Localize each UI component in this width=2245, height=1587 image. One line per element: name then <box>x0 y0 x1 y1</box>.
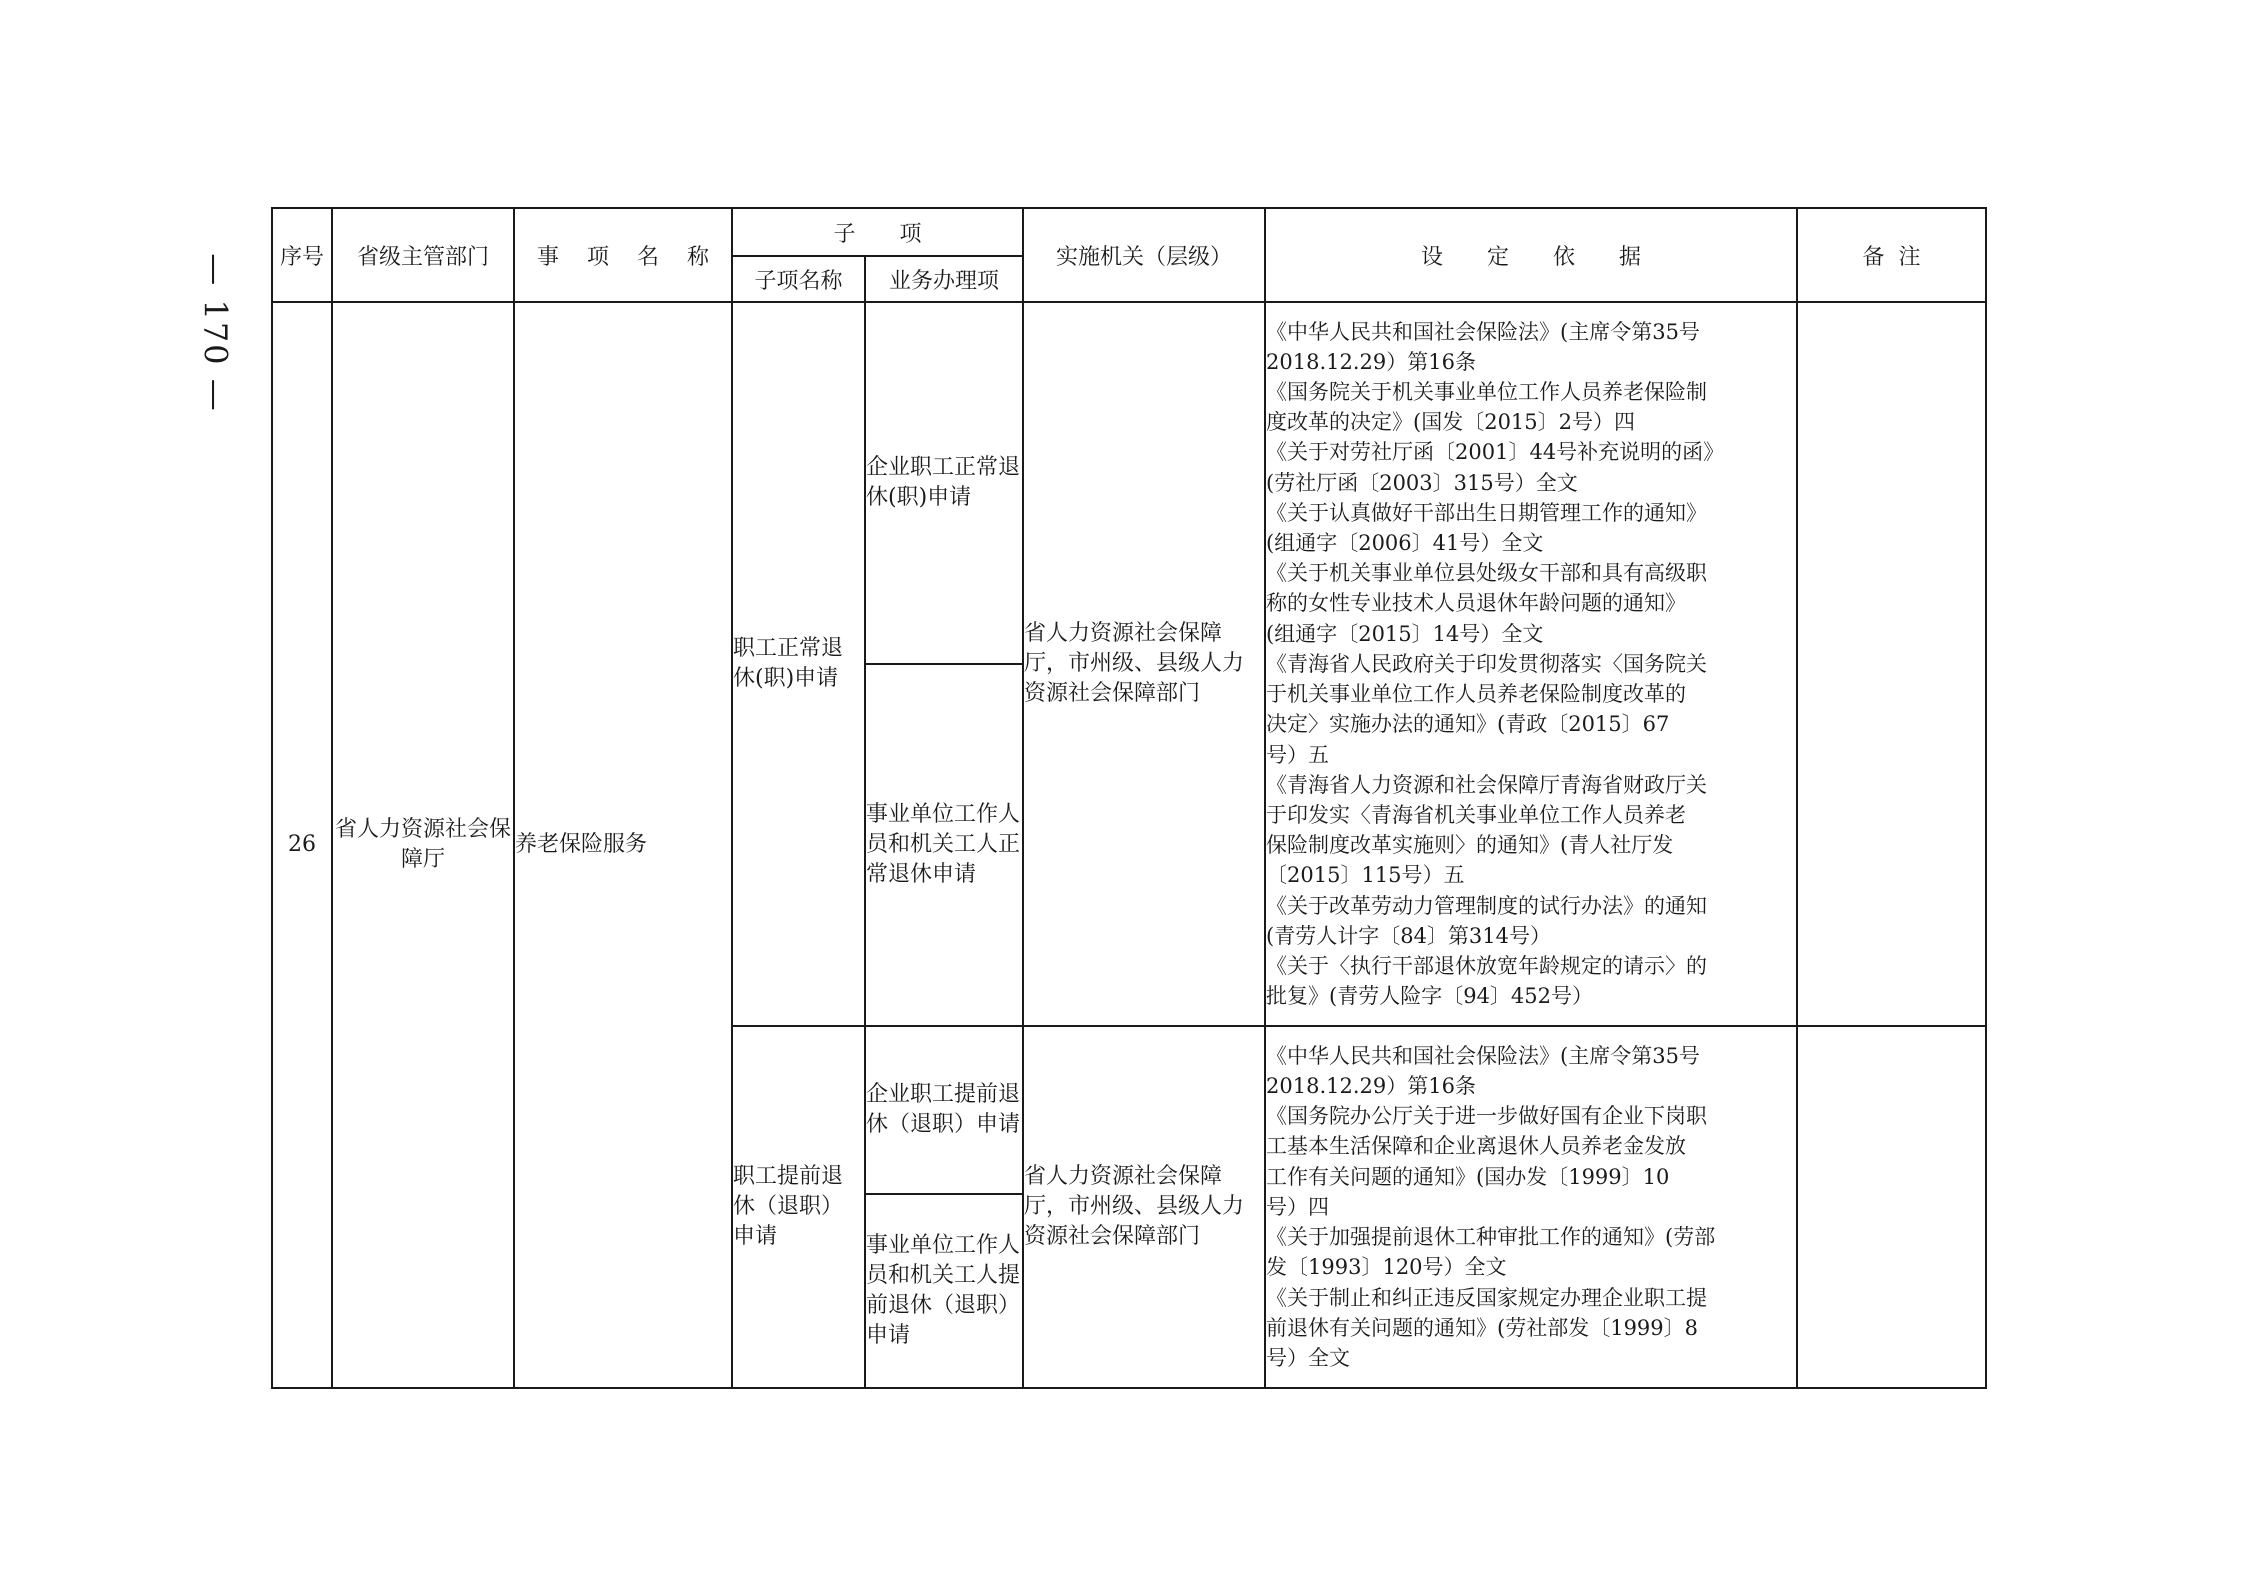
basis-1 <box>1265 302 1797 1026</box>
basis-line: 《关于〈执行干部退休放宽年龄规定的请示〉的 <box>1266 953 1708 978</box>
row-seq: 26 <box>272 302 332 1388</box>
header-row-1 <box>272 208 1986 256</box>
row-item-name: 养老保险服务 <box>514 302 732 1388</box>
basis-line: (组通字〔2006〕41号）全文 <box>1266 531 1544 556</box>
header-remarks <box>1797 208 1986 302</box>
basis-line: 《青海省人民政府关于印发贯彻落实〈国务院关 <box>1266 651 1708 676</box>
basis-line: 〔2015〕115号）五 <box>1266 863 1465 888</box>
basis-line: 发〔1993〕120号）全文 <box>1266 1255 1507 1280</box>
basis-line: 《中华人民共和国社会保险法》(主席令第35号 <box>1266 1043 1700 1068</box>
basis-line: 《关于加强提前退休工种审批工作的通知》(劳部 <box>1266 1225 1716 1250</box>
sub-name-2: 职工提前退休（退职）申请 <box>732 1026 865 1388</box>
basis-line: 《中华人民共和国社会保险法》(主席令第35号 <box>1266 319 1700 344</box>
remarks-1 <box>1797 302 1986 1026</box>
header-authority: 实施机关（层级） <box>1023 208 1265 302</box>
header-seq: 序号 <box>272 208 332 302</box>
basis-line: 度改革的决定》(国发〔2015〕2号）四 <box>1266 410 1636 435</box>
basis-line: (青劳人计字〔84〕第314号） <box>1266 923 1552 948</box>
basis-line: (组通字〔2015〕14号）全文 <box>1266 621 1544 646</box>
basis-line: 号）五 <box>1266 742 1330 767</box>
table-row <box>272 302 1986 664</box>
basis-line: 工基本生活保障和企业离退休人员养老金发放 <box>1266 1134 1687 1159</box>
basis-line: 决定〉实施办法的通知》(青政〔2015〕67 <box>1266 712 1670 737</box>
authority-1: 省人力资源社会保障厅，市州级、县级人力资源社会保障部门 <box>1023 302 1265 1026</box>
basis-line: 《青海省人力资源和社会保障厅青海省财政厅关 <box>1266 772 1708 797</box>
basis-line: 2018.12.29）第16条 <box>1266 349 1476 374</box>
basis-line: (劳社厅函〔2003〕315号）全文 <box>1266 470 1578 495</box>
basis-2 <box>1265 1026 1797 1388</box>
header-item-name-text: 事项名称 <box>536 244 737 270</box>
basis-line: 《关于认真做好干部出生日期管理工作的通知》 <box>1266 500 1708 525</box>
basis-line: 保险制度改革实施则〉的通知》(青人社厅发 <box>1266 833 1674 858</box>
header-sub-text: 子项 <box>833 221 966 247</box>
basis-line: 《关于机关事业单位县处级女干部和具有高级职 <box>1266 561 1708 586</box>
basis-line: 《关于对劳社厅函〔2001〕44号补充说明的函》 <box>1266 440 1725 465</box>
header-sub <box>732 208 1023 256</box>
row-dept: 省人力资源社会保障厅 <box>332 302 514 1388</box>
header-dept: 省级主管部门 <box>332 208 514 302</box>
page-number <box>196 246 236 420</box>
business-1-2: 事业单位工作人员和机关工人正常退休申请 <box>865 664 1023 1026</box>
header-basis <box>1265 208 1797 302</box>
basis-line: 称的女性专业技术人员退休年龄问题的通知》 <box>1266 591 1687 616</box>
basis-line: 《关于改革劳动力管理制度的试行办法》的通知 <box>1266 893 1708 918</box>
basis-line: 工作有关问题的通知》(国办发〔1999〕10 <box>1266 1164 1670 1189</box>
authority-2: 省人力资源社会保障厅，市州级、县级人力资源社会保障部门 <box>1023 1026 1265 1388</box>
remarks-2 <box>1797 1026 1986 1388</box>
basis-line: 《国务院关于机关事业单位工作人员养老保险制 <box>1266 380 1708 405</box>
sub-name-1: 职工正常退休(职)申请 <box>732 302 865 1026</box>
business-1-1: 企业职工正常退休(职)申请 <box>865 302 1023 664</box>
business-2-2: 事业单位工作人员和机关工人提前退休（退职）申请 <box>865 1194 1023 1388</box>
header-sub-name: 子项名称 <box>732 256 865 302</box>
basis-line: 号）四 <box>1266 1194 1330 1219</box>
page-number-text: — 170 — <box>197 253 236 413</box>
header-remarks-text: 备注 <box>1862 244 1935 270</box>
basis-line: 2018.12.29）第16条 <box>1266 1074 1476 1099</box>
header-item-name <box>514 208 737 302</box>
header-basis-text: 设定依据 <box>1421 244 1686 270</box>
catalog-table <box>271 207 1987 1389</box>
business-2-1: 企业职工提前退休（退职）申请 <box>865 1026 1023 1194</box>
basis-line: 于印发实〈青海省机关事业单位工作人员养老 <box>1266 802 1687 827</box>
basis-line: 《国务院办公厅关于进一步做好国有企业下岗职 <box>1266 1104 1708 1129</box>
basis-line: 《关于制止和纠正违反国家规定办理企业职工提 <box>1266 1285 1708 1310</box>
basis-line: 批复》(青劳人险字〔94〕452号） <box>1266 984 1594 1009</box>
basis-line: 前退休有关问题的通知》(劳社部发〔1999〕8 <box>1266 1315 1699 1340</box>
header-business: 业务办理项 <box>865 256 1023 302</box>
basis-line: 于机关事业单位工作人员养老保险制度改革的 <box>1266 682 1687 707</box>
basis-line: 号）全文 <box>1266 1345 1351 1370</box>
